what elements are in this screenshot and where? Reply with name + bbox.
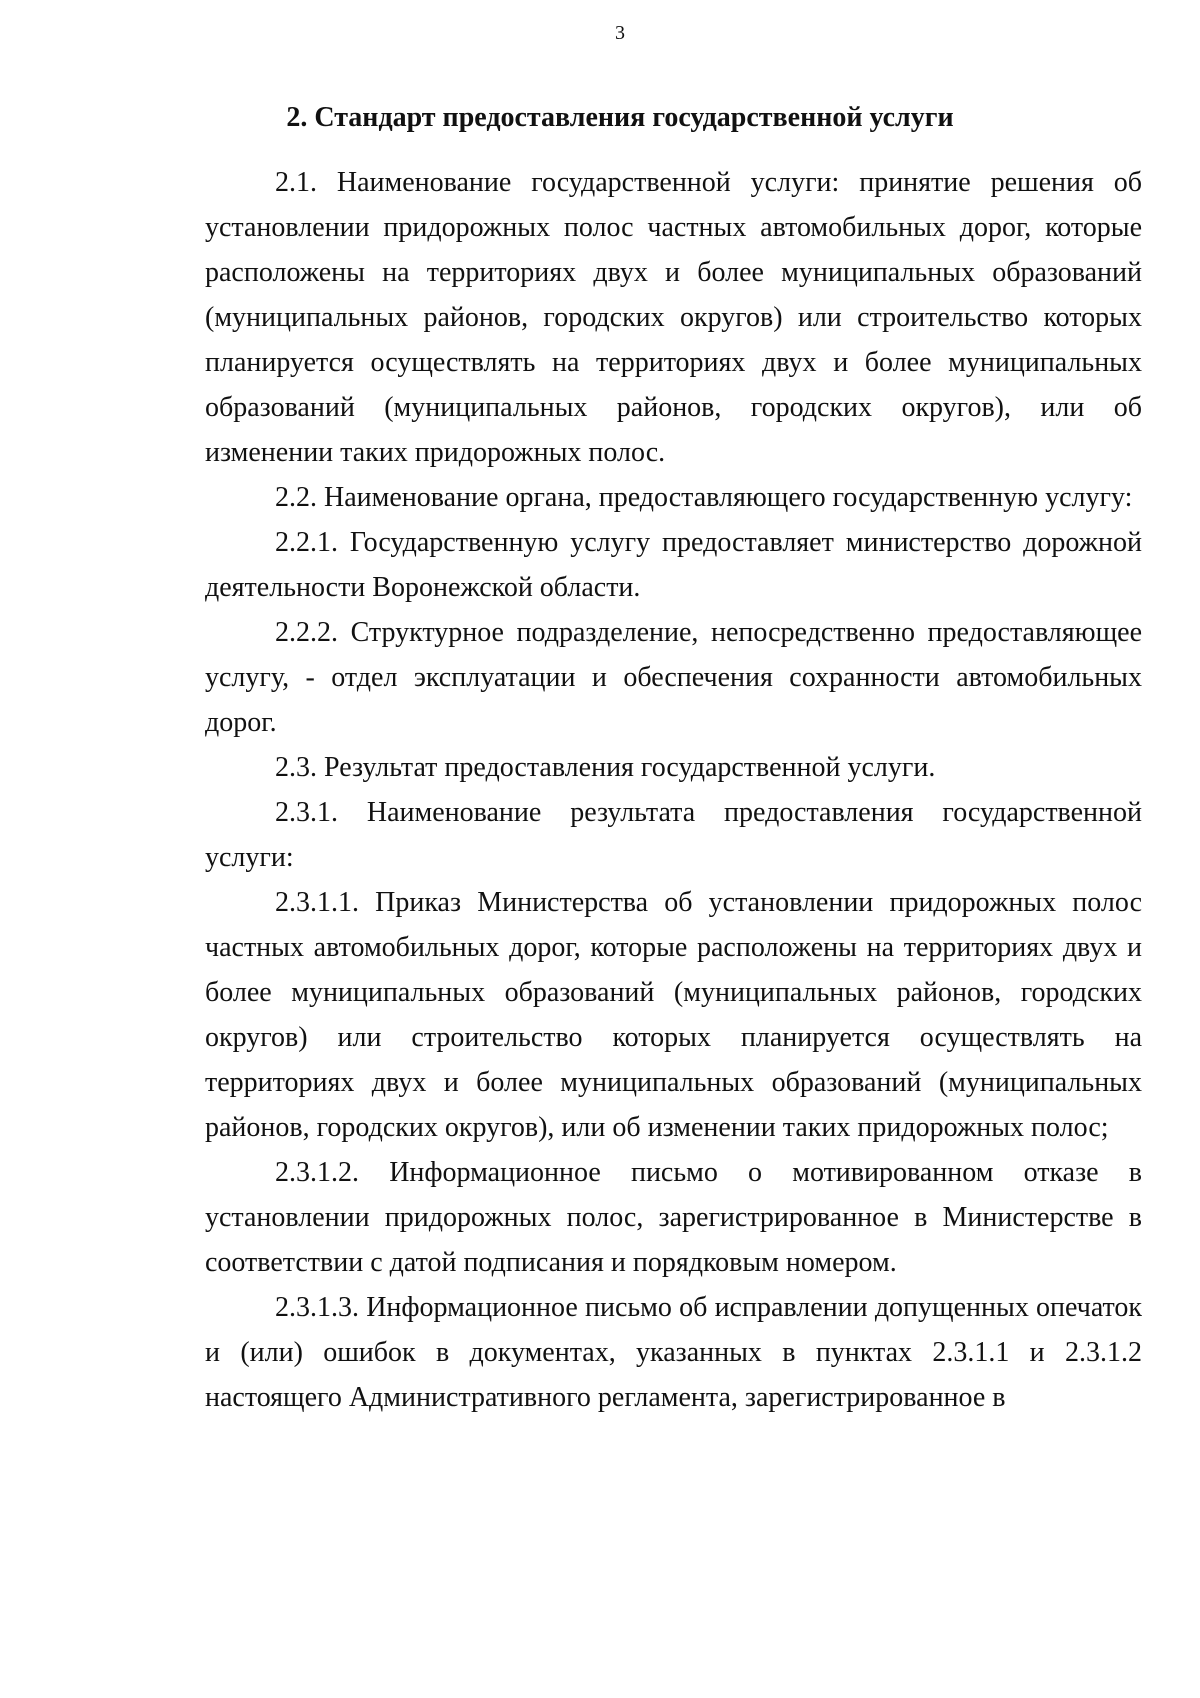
page-number: 3	[615, 22, 625, 44]
paragraph-2-3-1-2: 2.3.1.2. Информационное письмо о мотивированном отказе в установлении придорожных полос, зарегистрированное в Министерстве в соответствии с датой подписания и порядковым номером.	[205, 1157, 1142, 1278]
section-heading: 2. Стандарт предоставления государственной услуги	[286, 102, 954, 133]
paragraph-2-2-2: 2.2.2. Структурное подразделение, непосредственно предоставляющее услугу, - отдел эксплуатации и обеспечения сохранности автомобильных дорог.	[205, 617, 1142, 738]
paragraph-2-3: 2.3. Результат предоставления государственной услуги.	[275, 752, 936, 783]
paragraph-2-3-1-3: 2.3.1.3. Информационное письмо об исправлении допущенных опечаток и (или) ошибок в документах, указанных в пунктах 2.3.1.1 и 2.3.1.2 настоящего Административного регламента, зарегистрированное в	[205, 1292, 1142, 1413]
document-body	[205, 160, 1142, 1420]
paragraph-2-2-1: 2.2.1. Государственную услугу предоставляет министерство дорожной деятельности Воронежской области.	[205, 527, 1142, 603]
paragraph-2-1: 2.1. Наименование государственной услуги: принятие решения об установлении придорожных полос частных автомобильных дорог, которые расположены на территориях двух и более муниципальных образований (муниципальных районов, городских округов) или строительство которых планируется осуществлять на территориях двух и более муниципальных образований (муниципальных районов, городских округов), или об изменении таких придорожных полос.	[205, 167, 1142, 468]
paragraph-2-3-1: 2.3.1. Наименование результата предоставления государственной услуги:	[205, 797, 1142, 873]
paragraph-2-2: 2.2. Наименование органа, предоставляющего государственную услугу:	[275, 482, 1133, 513]
paragraph-2-3-1-1: 2.3.1.1. Приказ Министерства об установлении придорожных полос частных автомобильных дорог, которые расположены на территориях двух и более муниципальных образований (муниципальных районов, городских округов) или строительство которых планируется осуществлять на территориях двух и более муниципальных образований (муниципальных районов, городских округов), или об изменении таких придорожных полос;	[205, 887, 1142, 1143]
